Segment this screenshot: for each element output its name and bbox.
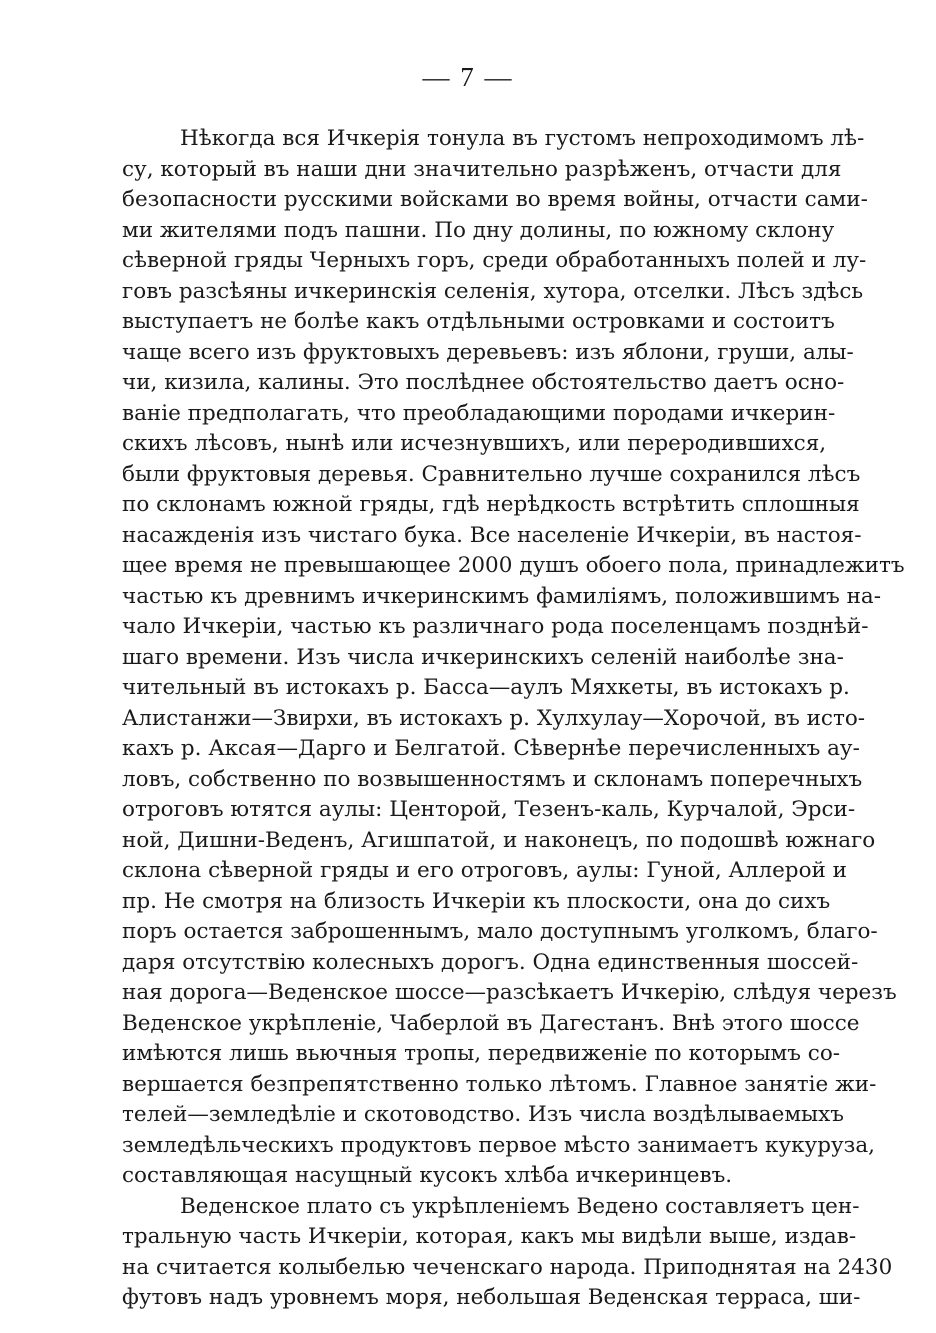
text-line: кахъ р. Аксая—Дарго и Белгатой. Сѣвернѣе перечисленныхъ ау- — [122, 736, 860, 761]
text-line: ваніе предполагать, что преобладающими породами ичкерин- — [122, 400, 836, 426]
text-line: ной, Дишни-Веденъ, Агишпатой, и наконецъ, по подошвѣ южнаго — [122, 827, 876, 853]
text-line: частью къ древнимъ ичкеринскимъ фамиліямъ, положившимъ на- — [122, 583, 881, 609]
text-line: чи, кизила, калины. Это послѣднее обстоятельство даетъ осно- — [122, 370, 845, 395]
text-line: телей—земледѣліе и скотоводство. Изъ числа воздѣлываемыхъ — [122, 1102, 844, 1127]
text-line: склона сѣверной гряды и его отроговъ, аулы: Гуной, Аллерой и — [122, 858, 848, 883]
text-line: выступаетъ не болѣе какъ отдѣльными островками и состоитъ — [122, 309, 835, 334]
text-line: имѣются лишь вьючныя тропы, передвиженіе по которымъ со- — [122, 1041, 841, 1066]
text-line: футовъ надъ уровнемъ моря, небольшая Веденская терраса, ши- — [122, 1285, 861, 1310]
body-text — [122, 124, 905, 1314]
text-line: ная дорога—Веденское шоссе—разсѣкаетъ Ичкерію, слѣдуя черезъ — [122, 980, 897, 1005]
text-line: Веденское укрѣпленіе, Чаберлой въ Дагестанъ. Внѣ этого шоссе — [122, 1010, 860, 1036]
text-line: даря отсутствію колесныхъ дорогъ. Одна единственныя шоссей- — [122, 949, 859, 975]
text-line: щее время не превышающее 2000 душъ обоего пола, принадлежитъ — [122, 553, 905, 578]
text-line: насажденія изъ чистаго бука. Все населеніе Ичкеріи, въ настоя- — [122, 522, 862, 548]
text-line: сѣверной гряды Черныхъ горъ, среди обработанныхъ полей и лу- — [122, 248, 867, 273]
text-line: отроговъ ютятся аулы: Центорой, Тезенъ-каль, Курчалой, Эрси- — [122, 797, 856, 822]
text-line: безопасности русскими войсками во время войны, отчасти сами- — [122, 187, 868, 212]
text-line: пр. Не смотря на близость Ичкеріи къ плоскости, она до сихъ — [122, 888, 831, 914]
text-line: тральную часть Ичкеріи, которая, какъ мы видѣли выше, издав- — [122, 1224, 857, 1249]
page-number: — 7 — — [422, 62, 514, 92]
text-line: были фруктовыя деревья. Сравнительно лучше сохранился лѣсъ — [122, 461, 861, 487]
text-line: Нѣкогда вся Ичкерія тонула въ густомъ непроходимомъ лѣ- — [180, 126, 865, 151]
text-line: по склонамъ южной гряды, гдѣ нерѣдкость встрѣтить сплошныя — [122, 492, 860, 517]
text-line: шаго времени. Изъ числа ичкеринскихъ селеній наиболѣе зна- — [122, 644, 844, 670]
text-line: ловъ, собственно по возвышенностямъ и склонамъ поперечныхъ — [122, 766, 863, 792]
text-line: Алистанжи—Звирхи, въ истокахъ р. Хулхулау—Хорочой, въ исто- — [122, 705, 866, 731]
text-line: вершается безпрепятственно только лѣтомъ. Главное занятіе жи- — [122, 1071, 877, 1097]
text-line: поръ остается заброшеннымъ, мало доступнымъ уголкомъ, благо- — [122, 919, 878, 944]
text-line: составляющая насущный кусокъ хлѣба ичкеринцевъ. — [122, 1163, 733, 1188]
text-line: на считается колыбелью чеченскаго народа. Приподнятая на 2430 — [122, 1254, 893, 1280]
paragraph — [122, 124, 905, 1192]
text-line: су, который въ наши дни значительно разрѣженъ, отчасти для — [122, 156, 842, 182]
text-line: скихъ лѣсовъ, нынѣ или исчезнувшихъ, или переродившихся, — [122, 431, 827, 456]
text-line: чительный въ истокахъ р. Басса—аулъ Мяхкеты, въ истокахъ р. — [122, 675, 850, 700]
text-line: чало Ичкеріи, частью къ различнаго рода поселенцамъ позднѣй- — [122, 614, 869, 639]
text-line: чаще всего изъ фруктовыхъ деревьевъ: изъ яблони, груши, алы- — [122, 339, 854, 365]
text-line: говъ разсѣяны ичкеринскія селенія, хутора, отселки. Лѣсъ здѣсь — [122, 278, 864, 304]
paragraph — [122, 1192, 893, 1314]
text-line: Веденское плато съ укрѣпленіемъ Ведено составляетъ цен- — [180, 1193, 860, 1219]
text-line: ми жителями подъ пашни. По дну долины, по южному склону — [122, 217, 835, 243]
text-line: земледѣльческихъ продуктовъ первое мѣсто занимаетъ кукуруза, — [122, 1132, 875, 1158]
